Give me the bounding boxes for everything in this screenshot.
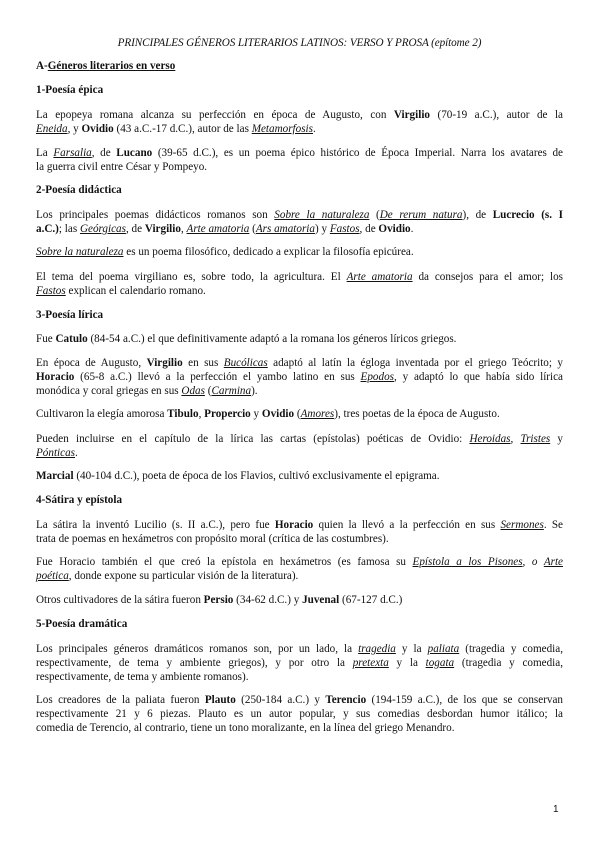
paragraph-epica-1: La epopeya romana alcanza su perfección en época de Augusto, con Virgilio (70-19 a.C.), autor de la Eneida, y Ovidio (43 a.C.-17 d.C.), autor de las Metamorfosis. bbox=[36, 109, 563, 135]
heading-poesia-didactica: 2-Poesía didáctica bbox=[36, 184, 122, 196]
heading-poesia-lirica: 3-Poesía lírica bbox=[36, 309, 104, 321]
paragraph-satira-3: Otros cultivadores de la sátira fueron Persio (34-62 d.C.) y Juvenal (67-127 d.C.) bbox=[36, 594, 403, 606]
page-title: PRINCIPALES GÉNEROS LITERARIOS LATINOS: VERSO Y PROSA (epítome 2) bbox=[117, 37, 482, 49]
paragraph-didactica-3: El tema del poema virgiliano es, sobre todo, la agricultura. El Arte amatoria da consejos para el amor; los Fastos explican el calendario romano. bbox=[36, 271, 564, 297]
paragraph-satira-1: La sátira la inventó Lucilio (s. II a.C.), pero fue Horacio quien la llevó a la perfección en sus Sermones. Se trata de poemas en hexámetros con propósito moral (crítica de las costumbres). bbox=[36, 519, 564, 545]
section-a-heading: A-Géneros literarios en verso bbox=[36, 60, 176, 72]
paragraph-dramatica-1: Los principales géneros dramáticos romanos son, por un lado, la tragedia y la paliata (tragedia y comedia, respectivamente, de tema y ambiente griegos), y por otro la pretexta y la togata (tragedia y comedia, respectivamente, de tema y ambiente romanos). bbox=[36, 643, 563, 683]
paragraph-lirica-4: Pueden incluirse en el capítulo de la lírica las cartas (epístolas) poéticas de Ovidio: Heroidas, Tristes y Pónticas. bbox=[36, 433, 563, 459]
paragraph-epica-2: La Farsalia, de Lucano (39-65 d.C.), es un poema épico histórico de Época Imperial. Narra los avatares de la guerra civil entre César y Pompeyo. bbox=[36, 147, 563, 173]
page-number: 1 bbox=[553, 804, 559, 815]
paragraph-didactica-1: Los principales poemas didácticos romanos son Sobre la naturaleza (De rerum natura), de Lucrecio (s. I a.C.); las Geórgicas, de Virgilio, Arte amatoria (Ars amatoria) y Fastos, de Ovidio. bbox=[36, 209, 563, 235]
heading-poesia-epica: 1-Poesía épica bbox=[36, 84, 104, 96]
heading-poesia-dramatica: 5-Poesía dramática bbox=[36, 618, 128, 630]
paragraph-lirica-3: Cultivaron la elegía amorosa Tibulo, Propercio y Ovidio (Amores), tres poetas de la época de Augusto. bbox=[36, 408, 500, 420]
heading-satira-epistola: 4-Sátira y epístola bbox=[36, 494, 123, 506]
paragraph-dramatica-2: Los creadores de la paliata fueron Plauto (250-184 a.C.) y Terencio (194-159 a.C.), de los que se conservan respectivamente 21 y 6 piezas. Plauto es un autor popular, y sus comedias desbordan humor itálico; la comedia de Terencio, al contrario, tiene un tono moralizante, en la línea del griego Menandro. bbox=[36, 694, 563, 734]
paragraph-lirica-5: Marcial (40-104 d.C.), poeta de época de los Flavios, cultivó exclusivamente el epigrama. bbox=[36, 470, 440, 482]
paragraph-satira-2: Fue Horacio también el que creó la epístola en hexámetros (es famosa su Epístola a los Pisones, o Arte poética, donde expone su particular visión de la literatura). bbox=[36, 556, 563, 582]
paragraph-lirica-2: En época de Augusto, Virgilio en sus Bucólicas adaptó al latín la égloga inventada por el griego Teócrito; y Horacio (65-8 a.C.) llevó a la perfección el yambo latino en sus Epodos, y adaptó lo que había sido lírica monódica y coral griegas en sus Odas (Carmina). bbox=[36, 357, 563, 397]
paragraph-didactica-2: Sobre la naturaleza es un poema filosófico, dedicado a explicar la filosofía epicúrea. bbox=[36, 246, 414, 258]
paragraph-lirica-1: Fue Catulo (84-54 a.C.) el que definitivamente adaptó a la romana los géneros líricos griegos. bbox=[36, 333, 457, 345]
